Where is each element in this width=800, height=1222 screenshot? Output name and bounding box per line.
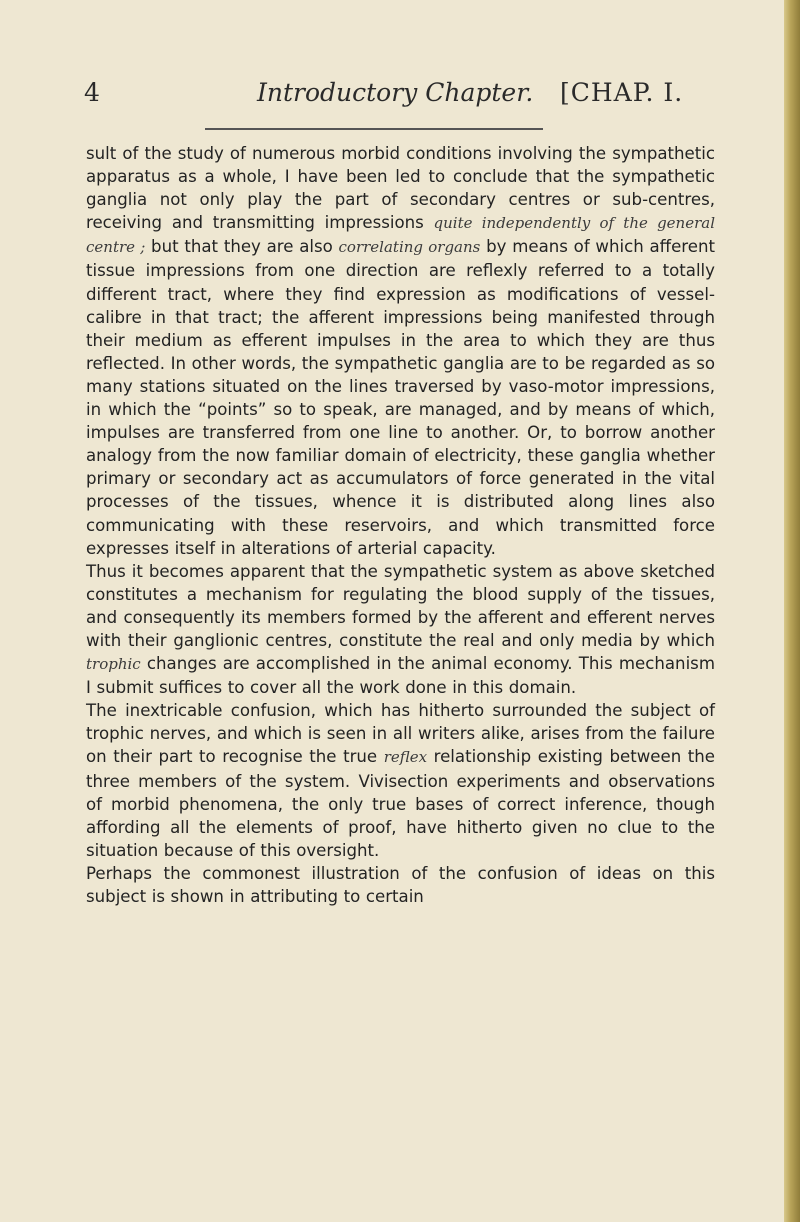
paragraph-4 — [86, 862, 715, 908]
paragraph-4-text: Perhaps the commonest illustration of the confusion of ideas on this subject is shown in attributing to certain — [86, 863, 715, 906]
paragraph-2-emphasis: trophic — [86, 655, 141, 674]
paragraph-3 — [86, 699, 715, 862]
body-text — [86, 142, 715, 908]
paragraph-2 — [86, 560, 715, 700]
page-edge-binding — [784, 0, 800, 1222]
chapter-title: Introductory Chapter. — [257, 78, 534, 107]
paragraph-3-text-a: The inextricable confusion, which has hitherto surrounded the subject of trophic nerves, and which is seen in all writers alike, arises from the failure on their part to recognise the true — [86, 701, 715, 767]
chapter-reference: [CHAP. I. — [560, 78, 684, 107]
paragraph-1 — [86, 142, 715, 560]
paragraph-3-emphasis: reflex — [383, 748, 428, 767]
paragraph-1-text-b: but that they are also — [145, 237, 339, 257]
paragraph-2-text-a: Thus it becomes apparent that the sympathetic system as above sketched constitutes a mechanism for regulating the blood supply of the tissues, and consequently its members formed by the afferent and efferent nerves with their ganglionic centres, constitute the real and only media by which — [86, 561, 715, 650]
paragraph-1-text-c: by means of which afferent tissue impressions from one direction are reflexly referred to a totally different tract, where they find expression as modifications of vessel-calibre in that tract; the afferent impressions being manifested through their medium as efferent impulses in the area to which they are thus reflected. In other words, the sympathetic ganglia are to be regarded as so many stations situated on the lines traversed by vaso-motor impressions, in which the “points” so to speak, are managed, and by means of which, impulses are transferred from one line to another. Or, to borrow another analogy from the now familiar domain of electricity, these ganglia whether primary or secondary act as accumulators of force generated in the vital processes of the tissues, whence it is distributed along lines also communicating with these reservoirs, and which transmitted force expresses itself in alterations of arterial capacity. — [86, 237, 715, 558]
running-head — [84, 78, 714, 114]
paragraph-1-emphasis-1: quite independently of the general centre ; — [86, 214, 716, 257]
paragraph-1-text-a: sult of the study of numerous morbid conditions involving the sympathetic apparatus as a whole, I have been led to conclude that the sympathetic ganglia not only play the part of secondary centres or sub-centres, receiving and transmitting impressions — [86, 144, 715, 233]
page-number: 4 — [84, 78, 100, 107]
paragraph-3-text-b: relationship existing between the three members of the system. Vivisection experiments and observations of morbid phenomena, the only true bases of correct inference, though affording all the elements of proof, have hitherto given no clue to the situation because of this oversight. — [86, 747, 715, 860]
paragraph-2-text-b: changes are accomplished in the animal economy. This mechanism I submit suffices to cover all the work done in this domain. — [86, 654, 715, 698]
header-rule — [205, 128, 543, 130]
paragraph-1-emphasis-2: correlating organs — [338, 238, 481, 257]
